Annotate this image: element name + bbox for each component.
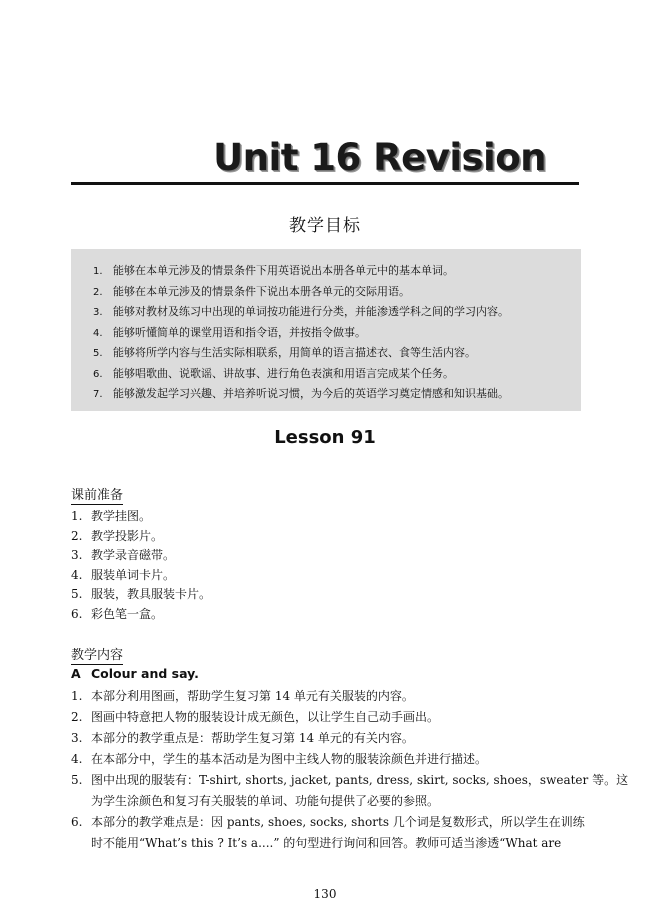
item-number: 6. (71, 815, 83, 829)
goal-text: 能够将所学内容与生活实际相联系，用简单的语言描述衣、食等生活内容。 (113, 346, 476, 359)
goal-item (93, 384, 509, 405)
item-number: 2. (71, 528, 83, 543)
content-item (71, 728, 628, 749)
goal-item (93, 282, 509, 303)
preparation-heading: 课前准备 (71, 484, 123, 505)
item-text: 图中出现的服装有：T-shirt, shorts, jacket, pants, dress, skirt, socks, shoes，sweater 等。这 (91, 773, 629, 787)
goal-text: 能够激发起学习兴趣、并培养听说习惯，为今后的英语学习奠定情感和知识基础。 (113, 387, 509, 400)
item-text: 图画中特意把人物的服装设计成无颜色，以让学生自己动手画出。 (91, 710, 440, 724)
preparation-item (71, 566, 211, 586)
page-number: 130 (313, 887, 337, 901)
goal-item (93, 323, 509, 344)
preparation-item (71, 605, 211, 625)
title-rule (71, 182, 579, 185)
item-number: 2. (71, 710, 83, 724)
goal-item (93, 261, 509, 282)
item-text: 彩色笔一盒。 (91, 606, 164, 621)
content-heading: 教学内容 (71, 644, 123, 665)
content-list (71, 686, 628, 854)
preparation-item (71, 546, 211, 566)
item-number: 5. (71, 587, 83, 601)
goal-number: 6. (93, 368, 103, 380)
content-item (71, 686, 628, 707)
preparation-item (71, 527, 211, 547)
goal-number: 5. (93, 348, 103, 359)
preparation-item (71, 507, 211, 527)
item-text: 在本部分中，学生的基本活动是为图中主线人物的服装涂颜色并进行描述。 (91, 752, 488, 766)
item-text-continued: 时不能用“What’s this ? It’s a....” 的句型进行询问和回答。教师可适当渗透“What are (91, 836, 562, 850)
item-text: 服装，教具服装卡片。 (91, 587, 212, 601)
goal-text: 能够唱歌曲、说歌谣、讲故事、进行角色表演和用语言完成某个任务。 (113, 366, 454, 380)
item-number: 3. (71, 548, 83, 562)
item-number: 5. (71, 773, 83, 787)
goal-text: 能够在本单元涉及的情景条件下用英语说出本册各单元中的基本单词。 (113, 264, 454, 277)
goal-number: 7. (93, 389, 103, 400)
item-number: 1. (71, 689, 83, 703)
item-text: 教学挂图。 (91, 509, 152, 523)
goal-text: 能够对教材及练习中出现的单词按功能进行分类，并能渗透学科之间的学习内容。 (113, 305, 509, 318)
preparation-list (71, 507, 211, 624)
goals-heading: 教学目标 (289, 216, 361, 236)
goal-text: 能够在本单元涉及的情景条件下说出本册各单元的交际用语。 (113, 284, 410, 298)
item-text: 服装单词卡片。 (91, 567, 176, 582)
goal-text: 能够听懂简单的课堂用语和指令语，并按指令做事。 (113, 325, 366, 339)
section-title-text: Colour and say. (91, 666, 199, 681)
goal-item (93, 343, 509, 364)
goals-box (71, 249, 581, 411)
item-text: 本部分利用图画，帮助学生复习第 14 单元有关服装的内容。 (91, 689, 414, 703)
goal-number: 4. (93, 327, 103, 339)
item-number: 1. (71, 509, 83, 523)
content-item (71, 770, 628, 812)
item-number: 3. (71, 731, 83, 745)
goal-item (93, 364, 509, 385)
goals-list (93, 261, 509, 405)
item-text-continued: 为学生涂颜色和复习有关服装的单词、功能句提供了必要的参照。 (91, 794, 440, 808)
item-number: 4. (71, 752, 83, 766)
content-item (71, 812, 628, 854)
content-item (71, 707, 628, 728)
section-letter: A (71, 666, 81, 681)
section-a-title (71, 666, 199, 681)
goal-number: 2. (93, 286, 103, 298)
item-text: 教学录音磁带。 (91, 548, 176, 562)
unit-title: Unit 16 Revision (213, 136, 546, 179)
goal-item (93, 302, 509, 323)
item-number: 6. (71, 606, 83, 621)
item-number: 4. (71, 567, 83, 582)
item-text: 本部分的教学难点是：因 pants, shoes, socks, shorts 几个词是复数形式，所以学生在训练 (91, 815, 585, 829)
goal-number: 1. (93, 266, 103, 277)
content-item (71, 749, 628, 770)
item-text: 教学投影片。 (91, 528, 164, 543)
lesson-title: Lesson 91 (274, 427, 376, 448)
preparation-item (71, 585, 211, 605)
item-text: 本部分的教学重点是：帮助学生复习第 14 单元的有关内容。 (91, 731, 414, 745)
goal-number: 3. (93, 307, 103, 318)
